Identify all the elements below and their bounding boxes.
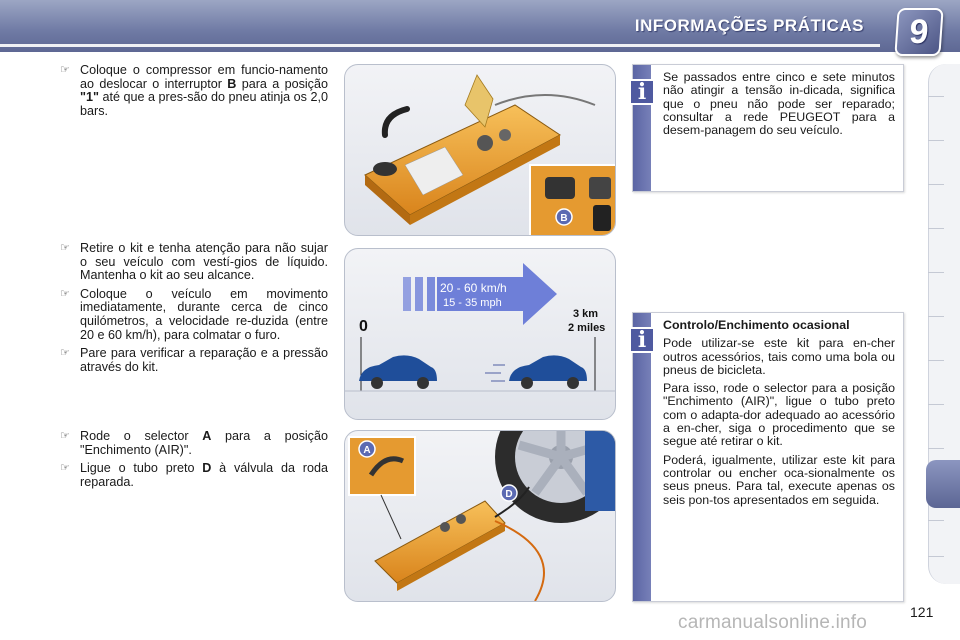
info-paragraph: Poderá, igualmente, utilizar este kit para controlar ou encher oca-sionalmente os seus pneus. Para tal, execute apenas os seis pon-tos apresentados em seguida. (663, 452, 895, 507)
info-box-occasional-text (663, 319, 895, 512)
car-start-icon (359, 355, 437, 389)
instructions-group-2 (60, 242, 328, 379)
page-number: 121 (910, 604, 934, 620)
instruction-emphasis: B (227, 76, 237, 91)
info-paragraph: Se passados entre cinco e sete minutos não atingir a tensão in-dicada, significa que o pneu não pode ser reparado; consultar a rede PEUGEOT para a desem-panagem do seu veículo. (663, 70, 895, 138)
instruction-item (60, 430, 328, 457)
tab-divider (928, 316, 944, 317)
instruction-item (60, 288, 328, 342)
compressor-kit-drawing (345, 65, 616, 236)
instructions-group-3 (60, 430, 328, 494)
instruction-text: Retire o kit e tenha atenção para não sujar o seu veículo com vestí-gios de líquido. Mantenha o kit ao seu alcance. (80, 241, 328, 283)
distance-km: 3 km (573, 308, 599, 320)
instruction-text: Ligue o tubo preto (80, 461, 203, 476)
info-icon: i (629, 79, 655, 105)
pointing-hand-icon: ☞ (60, 430, 70, 442)
label-b: B (560, 213, 568, 224)
illustration-compressor-switch (344, 64, 616, 236)
tab-divider (928, 520, 944, 521)
instruction-text: para a posição (236, 76, 328, 91)
info-box-failure (632, 64, 904, 192)
instruction-emphasis: "1" (80, 90, 99, 105)
tab-divider (928, 556, 944, 557)
instruction-item (60, 242, 328, 283)
pointing-hand-icon: ☞ (60, 242, 70, 254)
page-header (0, 0, 960, 52)
instruction-text: à válvula da roda reparada. (80, 461, 328, 489)
speed-mph: 15 - 35 mph (443, 297, 502, 309)
pointing-hand-icon: ☞ (60, 462, 70, 475)
instruction-item (60, 347, 328, 374)
distance-start: 0 (359, 318, 368, 335)
instruction-item (60, 64, 328, 118)
pointing-hand-icon: ☞ (60, 64, 70, 76)
tab-divider (928, 228, 944, 229)
instruction-text: para a posição "Enchimento (AIR)". (80, 429, 328, 457)
tab-divider (928, 272, 944, 273)
tab-divider (928, 360, 944, 361)
tab-divider (928, 96, 944, 97)
pointing-hand-icon: ☞ (60, 287, 70, 300)
info-paragraph: Para isso, rode o selector para a posição "Enchimento (AIR)", ligue o tubo preto com o adapta-dor adequado ao acessório a en-cher, siga o procedimento que se segue até retirar o kit. (663, 381, 895, 449)
chapter-title: INFORMAÇÕES PRÁTICAS (634, 16, 864, 35)
info-box-failure-text (663, 71, 895, 142)
instruction-text: Rode o selector (80, 429, 203, 443)
speed-kmh: 20 - 60 km/h (440, 281, 507, 295)
info-heading: Controlo/Enchimento ocasional (663, 318, 850, 332)
instruction-text: Coloque o veículo em movimento imediatamente, durante cerca de cinco quilómetros, a velocidade re-duzida (entre 20 e 60 km/h), para colmatar o furo. (80, 286, 328, 342)
instructions-group-1 (60, 64, 328, 123)
drive-distance-drawing (345, 249, 616, 420)
label-a: A (363, 445, 371, 456)
section-tab-active[interactable] (926, 460, 960, 508)
tab-divider (928, 140, 944, 141)
info-box-occasional-inflation (632, 312, 904, 602)
info-paragraph: Pode utilizar-se este kit para en-cher outros acessórios, tais como uma bola ou pneus de bicicleta. (663, 336, 895, 377)
instruction-emphasis: D (202, 461, 212, 476)
instruction-text: Coloque o compressor em funcio-namento ao deslocar o interruptor (80, 63, 328, 91)
instruction-text: até que a pres-são do pneu atinja os 2,0 bars. (80, 90, 328, 118)
chapter-number: 9 (908, 13, 930, 51)
tab-divider (928, 448, 944, 449)
illustration-drive-distance (344, 248, 616, 420)
pointing-hand-icon: ☞ (60, 347, 70, 360)
tab-divider (928, 184, 944, 185)
tab-divider (928, 404, 944, 405)
label-d: D (505, 489, 513, 500)
chapter-badge (894, 8, 943, 56)
header-rule (0, 44, 880, 47)
watermark: carmanualsonline.info (678, 612, 868, 633)
instruction-item (60, 462, 328, 489)
info-icon: i (629, 327, 655, 353)
info-accent-bar (633, 313, 651, 601)
instruction-text: Pare para verificar a reparação e a pressão através do kit. (80, 346, 328, 374)
selector-hose-drawing (345, 431, 616, 602)
car-moving-icon (485, 355, 587, 389)
illustration-selector-hose (344, 430, 616, 602)
distance-miles: 2 miles (568, 322, 606, 334)
instruction-emphasis: A (202, 429, 212, 443)
